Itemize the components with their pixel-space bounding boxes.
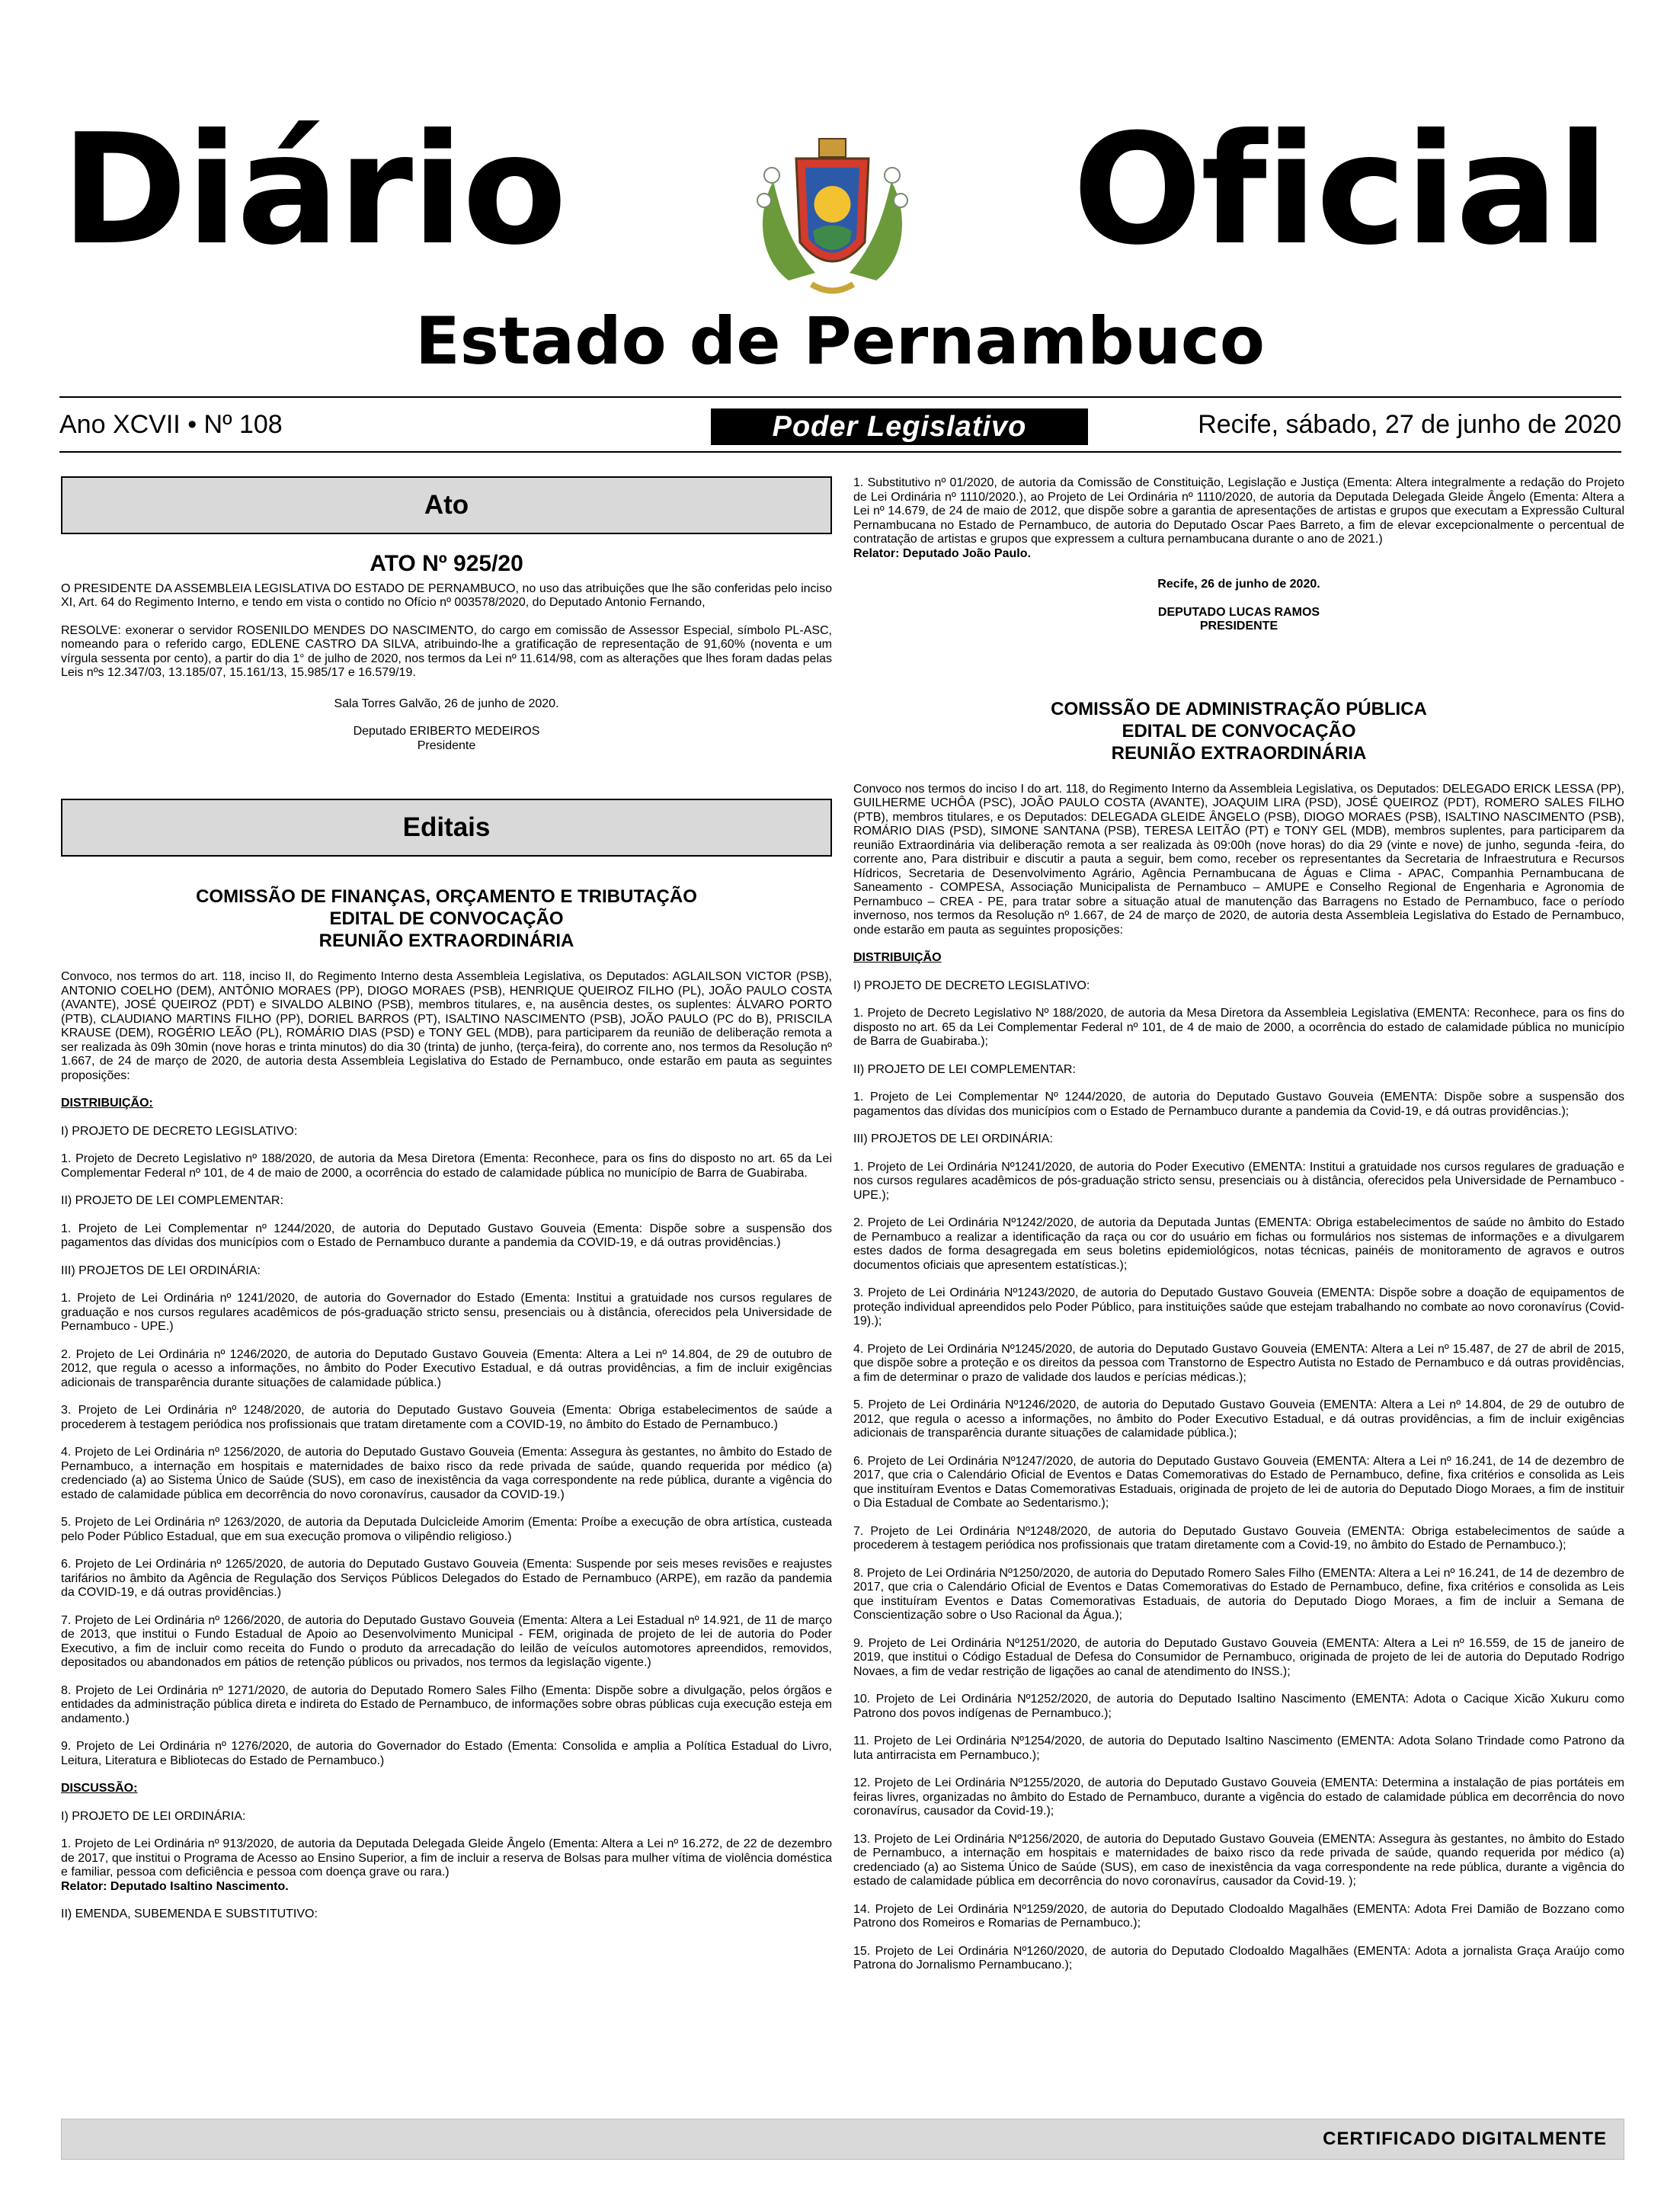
- edition-bar: [59, 405, 1621, 448]
- discussion-heading: DISCUSSÃO:: [61, 1782, 138, 1795]
- signature-role: PRESIDENTE: [1199, 620, 1278, 633]
- list-heading: II) PROJETO DE LEI COMPLEMENTAR:: [853, 1062, 1076, 1076]
- committee-title-line: EDITAL DE CONVOCAÇÃO: [1122, 720, 1356, 742]
- masthead-subtitle: Estado de Pernambuco: [415, 303, 1265, 380]
- list-item: 1. Projeto de Decreto Legislativo nº 188/2020, de autoria da Mesa Diretora (Ementa: Reconhece, para os fins do disposto no art. 65 da Lei Complementar Federal nº 101, de 4 de maio de 2000, a ocorrência do estado de calamidade pública no município de Barra de Guabiraba.: [61, 1152, 832, 1180]
- list-item: 9. Projeto de Lei Ordinária Nº1251/2020, de autoria do Deputado Gustavo Gouveia (EMENTA: Altera a Lei nº 16.559, de 15 de janeiro de 2019, que institui o Código Estadual de Defesa do Consumidor de Pernambuco, originada de projeto de lei de autoria do Deputado Rodrigo Novaes, a fim de vedar restrição de ligações ao canal de atendimento do INSS.);: [853, 1636, 1624, 1678]
- committee-title-line: COMISSÃO DE FINANÇAS, ORÇAMENTO E TRIBUTAÇÃO: [196, 886, 697, 907]
- list-item: 10. Projeto de Lei Ordinária Nº1252/2020, de autoria do Deputado Isaltino Nascimento (EMENTA: Adota o Cacique Xicão Xukuru como Patrono dos povos indígenas de Pernambuco.);: [853, 1693, 1624, 1720]
- list-item: 12. Projeto de Lei Ordinária Nº1255/2020, de autoria do Deputado Gustavo Gouveia (EMENTA: Determina a instalação de pias portáteis em feiras livres, organizadas no âmbito do Estado de Pernambuco, durante a vigência do estado de calamidade pública em decorrência do novo coronavírus, causador da Covid-19.);: [853, 1776, 1624, 1818]
- list-heading: I) PROJETO DE DECRETO LEGISLATIVO:: [853, 979, 1090, 992]
- section-badge: Poder Legislativo: [711, 408, 1088, 445]
- list-item: 8. Projeto de Lei Ordinária nº 1271/2020, de autoria do Deputado Romero Sales Filho (Ementa: Dispõe sobre a divulgação, pelos órgãos e entidades da administração pública direta e indireta do Estado de Pernambuco, de informações sobre obras públicas cuja execução esteja em andamento.): [61, 1683, 832, 1725]
- committee-title-line: COMISSÃO DE ADMINISTRAÇÃO PÚBLICA: [1051, 698, 1427, 719]
- right-column: [853, 476, 1624, 1987]
- list-item: 11. Projeto de Lei Ordinária Nº1254/2020, de autoria do Deputado Isaltino Nascimento (EMENTA: Adota Solano Trindade como Patrono da luta antirracista em Pernambuco.);: [853, 1735, 1624, 1762]
- act-paragraph: RESOLVE: exonerar o servidor ROSENILDO MENDES DO NASCIMENTO, do cargo em comissão de Assessor Especial, símbolo PL-ASC, nomeando para o referido cargo, EDLENE CASTRO DA SILVA, atribuindo-lhe a gratificação de representação de 91,60% (noventa e um vírgula sessenta por cento), a partir do dia 1° de julho de 2020, nos termos da Lei nº 11.614/98, com as alterações que lhes foram dadas pelas Leis nºs 12.347/03, 13.185/07, 15.161/13, 15.985/17 e 16.579/19.: [61, 623, 832, 679]
- list-item: 1. Substitutivo nº 01/2020, de autoria da Comissão de Constituição, Legislação e Justiça (Ementa: Altera integralmente a redação do Projeto de Lei Ordinária nº 1110/2020.), ao Projeto de Lei Ordinária nº 1110/2020, de autoria da Deputada Delegada Gleide Ângelo (Ementa: Altera a Lei nº 14.679, de 24 de maio de 2012, que dispõe sobre a garantia de apresentações de artistas e grupos que executam a Expressão Cultural Pernambucana no Estado de Pernambuco, de autoria do Deputado Oscar Paes Barreto, a fim de elevar excepcionalmente o percentual de contratação de artistas e grupos que expressem a cultura pernambucana durante o ano de 2021.): [853, 476, 1624, 546]
- list-item: 13. Projeto de Lei Ordinária Nº1256/2020, de autoria do Deputado Gustavo Gouveia (EMENTA: Assegura às gestantes, no âmbito do Estado de Pernambuco, a internação em hospitais e maternidades de baixo risco da rede privada de saúde, quando requerida por médico (a) credenciado (a) ao Sistema Único de Saúde (SUS), em caso de inexistência da vaga correspondente na rede pública, durante a vigência do estado de calamidade pública em decorrência do novo coronavírus, causador da Covid-19. );: [853, 1832, 1624, 1888]
- list-item: 1. Projeto de Lei Ordinária nº 1241/2020, de autoria do Governador do Estado (Ementa: Institui a gratuidade nos cursos regulares de graduação e nos cursos regulares acadêmicos de pós-graduação stricto sensu, presenciais ou à distância, oferecidos pela Universidade de Pernambuco - UPE.): [61, 1292, 832, 1333]
- masthead-title-left: Diário: [61, 101, 566, 279]
- list-item: 15. Projeto de Lei Ordinária Nº1260/2020, de autoria do Deputado Clodoaldo Magalhães (EMENTA: Adota a jornalista Graça Araújo como Patrona do Jornalismo Pernambucano.);: [853, 1944, 1624, 1972]
- list-heading: II) EMENDA, SUBEMENDA E SUBSTITUTIVO:: [61, 1908, 318, 1920]
- distribution-heading: DISTRIBUIÇÃO: [853, 951, 942, 964]
- convocation-paragraph: Convoco nos termos do inciso I do art. 118, do Regimento Interno da Assembleia Legislativa, os Deputados: DELEGADO ERICK LESSA (PP), GUILHERME UCHÔA (PSC), JOÃO PAULO COSTA (AVANTE), JOAQUIM LIRA (PSD), JOSÉ QUEIROZ (PDT), ROMERO SALES FILHO (PTB), membros titulares, e os Deputados: DELEGADA GLEIDE ÂNGELO (PSB), DIOGO MORAES (PSB), ISALTINO NASCIMENTO (PSB), ROMÁRIO DIAS (PSD), SIMONE SANTANA (PSB), TERESA LEITÃO (PT) e TONY GEL (MDB), membros suplentes, para participarem da reunião Extraordinária via deliberação remota a ser realizada às 09:00h (nove horas) do dia 29 (vinte e nove) de junho, segunda -feira, do corrente ano, Para distribuir e discutir a pauta a seguir, bem como, receber os representantes da Secretaria de Infraestrutura e Recursos Hídricos, Secretaria de Desenvolvimento Agrário, Agência Pernambucana de Águas e Clima - APAC, Companhia Pernambucana de Saneamento - COMPESA, Associação Municipalista de Pernambuco – AMUPE e Conselho Regional de Engenharia e Agronomia de Pernambuco – CREA - PE, para tratar sobre a situação atual de manutenção das Barragens no Estado de Pernambuco, face o período invernoso, nos termos da Resolução nº 1.667, de 24 de março de 2020, de autoria desta Assembleia Legislativa do Estado de Pernambuco, onde estarão em pauta as seguintes proposições:: [853, 782, 1624, 937]
- list-item: 5. Projeto de Lei Ordinária Nº1246/2020, de autoria do Deputado Gustavo Gouveia (EMENTA: Altera a Lei nº 14.804, de 29 de outubro de 2012, que regula o acesso a informações, no âmbito do Poder Executivo Estadual, e dá outras providências, a fim de incluir exigências adicionais de transparência durante situações de calamidade pública.);: [853, 1398, 1624, 1440]
- digital-certificate-label: CERTIFICADO DIGITALMENTE: [1323, 2129, 1607, 2149]
- masthead-title-right: Oficial: [1072, 101, 1608, 279]
- list-item: 1. Projeto de Lei Ordinária Nº1241/2020, de autoria do Poder Executivo (EMENTA: Institui a gratuidade nos cursos regulares de graduação e nos cursos regulares acadêmicos de pós-graduação stricto sensu, presenciais ou à distância, oferecidos pela Universidade de Pernambuco - UPE.);: [853, 1160, 1624, 1202]
- list-heading: I) PROJETO DE DECRETO LEGISLATIVO:: [61, 1124, 298, 1138]
- list-item: 8. Projeto de Lei Ordinária Nº1250/2020, de autoria do Deputado Romero Sales Filho (EMENTA: Altera a Lei nº 16.241, de 14 de dezembro de 2017, que cria o Calendário Oficial de Eventos e Datas Comemorativas do Estado de Pernambuco, define, fixa critérios e consolida as Leis que instituíram Eventos e Datas Comemorativas Estaduais, de autoria do Deputado Diogo Moraes, a fim de incluir a Semana de Conscientização sobre o Uso Racional da Água.);: [853, 1566, 1624, 1622]
- committee-title-line: REUNIÃO EXTRAORDINÁRIA: [1111, 742, 1367, 764]
- list-heading: III) PROJETOS DE LEI ORDINÁRIA:: [61, 1264, 261, 1277]
- masthead: [0, 101, 1680, 396]
- left-column: [61, 476, 832, 1936]
- list-item: 5. Projeto de Lei Ordinária nº 1263/2020, de autoria da Deputada Dulcicleide Amorim (Ementa: Proíbe a execução de obra artística, custeada pelo Poder Público Estadual, que em sua execução promova o vilipêndio religioso.): [61, 1516, 832, 1543]
- bottom-divider: [59, 451, 1621, 453]
- act-place-date: Sala Torres Galvão, 26 de junho de 2020.: [334, 697, 559, 710]
- list-item: 1. Projeto de Lei Complementar nº 1244/2020, de autoria do Deputado Gustavo Gouveia (Ementa: Dispõe sobre a suspensão dos pagamentos das dívidas dos municípios com o Estado de Pernambuco durante a pandemia da COVID-19, e dá outras providências.): [61, 1222, 832, 1249]
- list-item: 9. Projeto de Lei Ordinária nº 1276/2020, de autoria do Governador do Estado (Ementa: Consolida e amplia a Política Estadual do Livro, Leitura, Literatura e Bibliotecas do Estado de Pernambuco.): [61, 1740, 832, 1767]
- list-item: 4. Projeto de Lei Ordinária Nº1245/2020, de autoria do Deputado Gustavo Gouveia (EMENTA: Altera a Lei nº 15.487, de 27 de abril de 2015, que dispõe sobre a proteção e os direitos da pessoa com Transtorno de Espectro Autista no Estado de Pernambuco e dá outras providências, a fim de determinar o prazo de validade dos laudos e perícias médicas.);: [853, 1342, 1624, 1384]
- rapporteur: Relator: Deputado Isaltino Nascimento.: [61, 1879, 289, 1893]
- act-paragraph: O PRESIDENTE DA ASSEMBLEIA LEGISLATIVA DO ESTADO DE PERNAMBUCO, no uso das atribuições que lhe são conferidas pelo inciso XI, Art. 64 do Regimento Interno, e tendo em vista o contido no Ofício nº 003578/2020, do Deputado Antonio Fernando,: [61, 581, 832, 609]
- list-item: 1. Projeto de Lei Complementar Nº 1244/2020, de autoria do Deputado Gustavo Gouveia (EMENTA: Dispõe sobre a suspensão dos pagamentos das dívidas dos municípios com o Estado de Pernambuco durante a pandemia da Covid-19, e dá outras providências.);: [853, 1091, 1624, 1118]
- convocation-paragraph: Convoco, nos termos do art. 118, inciso II, do Regimento Interno desta Assembleia Legislativa, os Deputados: AGLAILSON VICTOR (PSB), ANTONIO COELHO (DEM), ANTÔNIO MORAES (PP), DIOGO MORAES (PSB), HENRIQUE QUEIROZ FILHO (PL), JOÃO PAULO COSTA (AVANTE), JOSÉ QUEIROZ (PDT) e SIVALDO ALBINO (PSB), membros titulares, e, na ausência destes, os suplentes: ÁLVARO PORTO (PTB), CLAUDIANO MARTINS FILHO (PP), DORIEL BARROS (PT), ISALTINO NASCIMENTO (PSB), JOÃO PAULO (PC do B), PRISCILA KRAUSE (DEM), ROGÉRIO LEÃO (PL), ROMÁRIO DIAS (PSD) e TONY GEL (MDB), para participarem da reunião de deliberação remota a ser realizada às 09h 30min (nove horas e trinta minutos) do dia 30 (trinta) de junho, (terça-feira), do corrente ano, nos termos da Resolução nº 1.667, de 24 de março de 2020, de autoria desta Assembleia Legislativa do Estado de Pernambuco, onde estarão em pauta as seguintes proposições:: [61, 970, 832, 1082]
- list-item: 6. Projeto de Lei Ordinária nº 1265/2020, de autoria do Deputado Gustavo Gouveia (Ementa: Suspende por seis meses revisões e reajustes tarifários no âmbito da Agência de Regulação dos Serviços Públicos Delegados do Estado de Pernambuco (ARPE), em razão da pandemia da COVID-19, e dá outras providências.): [61, 1558, 832, 1599]
- act-signature-role: Presidente: [417, 738, 476, 752]
- top-divider: [59, 396, 1621, 398]
- list-item: 6. Projeto de Lei Ordinária Nº1247/2020, de autoria do Deputado Gustavo Gouveia (EMENTA: Altera a Lei nº 16.241, de 14 de dezembro de 2017, que cria o Calendário Oficial de Eventos e Datas Comemorativas do Estado de Pernambuco, define, fixa critérios e consolida as Leis que instituíram Eventos e Datas Comemorativas Estaduais, originada de projeto de lei de autoria do Deputado Diogo Moraes, a fim de instituir o Dia Estadual de Combate ao Sedentarismo.);: [853, 1454, 1624, 1510]
- act-title: ATO Nº 925/20: [370, 551, 523, 576]
- list-item: 2. Projeto de Lei Ordinária nº 1246/2020, de autoria do Deputado Gustavo Gouveia (Ementa: Altera a Lei nº 14.804, de 29 de outubro de 2012, que regula o acesso a informações, no âmbito do Poder Executivo Estadual, e dá outras providências, a fim de incluir exigências adicionais de transparência durante situações de calamidade pública.): [61, 1347, 832, 1389]
- list-item: 2. Projeto de Lei Ordinária Nº1242/2020, de autoria da Deputada Juntas (EMENTA: Obriga estabelecimentos de saúde no âmbito do Estado de Pernambuco a realizar a identificação da raça ou cor do usuário em fichas ou formulários nos sistemas de informações e a divulgarem estes dados de forma desagregada em seus boletins epidemiológicos, notas técnicas, painéis de monitoramento de agravos e outros documentos oficiais que apresentem estatísticas.);: [853, 1216, 1624, 1272]
- place-date: Recife, 26 de junho de 2020.: [1157, 578, 1320, 591]
- list-item: 1. Projeto de Lei Ordinária nº 913/2020, de autoria da Deputada Delegada Gleide Ângelo (Ementa: Altera a Lei nº 16.272, de 22 de dezembro de 2017, que institui o Programa de Acesso ao Ensino Superior, a fim de incluir a reserva de Bolsas para mulher vítima de violência doméstica e familiar, pessoa com deficiência e pessoa com doença grave ou rara.): [61, 1837, 832, 1879]
- list-item: 1. Projeto de Decreto Legislativo Nº 188/2020, de autoria da Mesa Diretora da Assembleia Legislativa (EMENTA: Reconhece, para os fins do disposto no art. 65 da Lei Complementar Federal nº 101, de 4 de maio de 2000, a ocorrência do estado de calamidade pública no município de Barra de Guabiraba.);: [853, 1007, 1624, 1048]
- list-heading: I) PROJETO DE LEI ORDINÁRIA:: [61, 1809, 246, 1823]
- section-header-editais: Editais: [61, 799, 832, 857]
- committee-title-line: REUNIÃO EXTRAORDINÁRIA: [318, 931, 574, 951]
- list-heading: II) PROJETO DE LEI COMPLEMENTAR:: [61, 1194, 283, 1207]
- edition-number: Ano XCVII • Nº 108: [59, 410, 283, 439]
- list-item: 4. Projeto de Lei Ordinária nº 1256/2020, de autoria do Deputado Gustavo Gouveia (Ementa: Assegura às gestantes, no âmbito do Estado de Pernambuco, a internação em hospitais e maternidades de baixo risco da rede privada de saúde, quando requerida por médico (a) credenciado (a) ao Sistema Único de Saúde (SUS), em caso de inexistência da vaga correspondente na rede pública, durante a vigência do estado de calamidade pública em decorrência do novo coronavírus, causador da COVID-19.): [61, 1446, 832, 1501]
- list-item: 7. Projeto de Lei Ordinária nº 1266/2020, de autoria do Deputado Gustavo Gouveia (Ementa: Altera a Lei Estadual nº 14.921, de 11 de março de 2013, que institui o Fundo Estadual de Apoio ao Desenvolvimento Municipal - FEM, originada de projeto de lei de autoria do Poder Executivo, a fim de incluir como receita do Fundo o produto da arrecadação do leilão de veículos automotores apreendidos, removidos, depositados ou abandonados em pátios de retenção públicos ou privados, nos termos da legislação vigente.): [61, 1613, 832, 1669]
- pernambuco-coat-of-arms-icon: [743, 128, 922, 307]
- footer-bar: [61, 2119, 1624, 2160]
- committee-title-line: EDITAL DE CONVOCAÇÃO: [329, 908, 564, 929]
- committee-title: [853, 698, 1624, 764]
- list-item: 14. Projeto de Lei Ordinária Nº1259/2020, de autoria do Deputado Clodoaldo Magalhães (EMENTA: Adota Frei Damião de Bozzano como Patrono dos Romeiros e Romarias de Pernambuco.);: [853, 1902, 1624, 1930]
- rapporteur: Relator: Deputado João Paulo.: [853, 546, 1031, 560]
- distribution-heading: DISTRIBUIÇÃO:: [61, 1097, 153, 1110]
- section-header-ato: Ato: [61, 476, 832, 534]
- list-item: 7. Projeto de Lei Ordinária Nº1248/2020, de autoria do Deputado Gustavo Gouveia (EMENTA: Obriga estabelecimentos de saúde a procederem à testagem periódica nos profissionais que tratam diretamente com a Covid-19, no âmbito do Estado de Pernambuco.);: [853, 1524, 1624, 1552]
- signature-name: DEPUTADO LUCAS RAMOS: [1157, 605, 1320, 619]
- edition-date: Recife, sábado, 27 de junho de 2020: [1198, 410, 1621, 439]
- committee-title: [61, 886, 832, 952]
- list-item: 3. Projeto de Lei Ordinária nº 1248/2020, de autoria do Deputado Gustavo Gouveia (Ementa: Obriga estabelecimentos de saúde a procederem à testagem periódica nos profissionais que tratam diretamente com a COVID-19, no âmbito do Estado de Pernambuco.): [61, 1404, 832, 1431]
- list-item: 3. Projeto de Lei Ordinária Nº1243/2020, de autoria do Deputado Gustavo Gouveia (EMENTA: Dispõe sobre a doação de equipamentos de proteção individual apreendidos pelo Poder Público, para instituições saúde que estejam trabalhando no combate ao novo coronavírus (Covid-19).);: [853, 1286, 1624, 1328]
- list-heading: III) PROJETOS DE LEI ORDINÁRIA:: [853, 1132, 1053, 1145]
- act-signature-name: Deputado ERIBERTO MEDEIROS: [353, 725, 540, 738]
